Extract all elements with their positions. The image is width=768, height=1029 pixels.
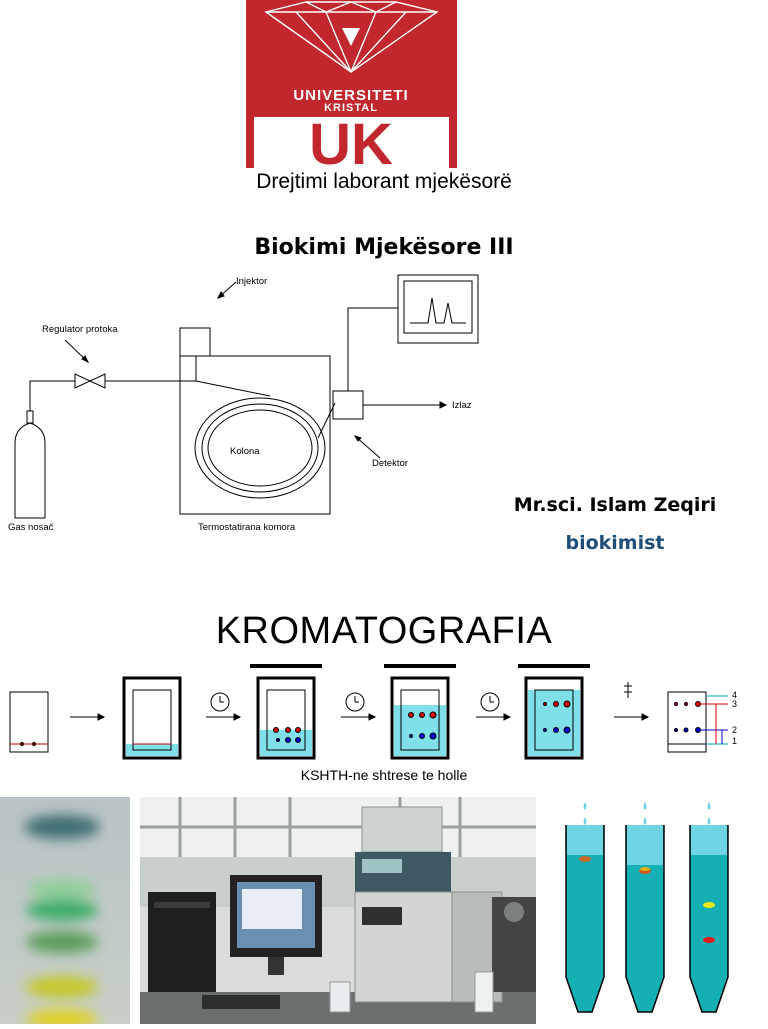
tlc-mark-4: 4 (732, 690, 738, 700)
tlc-process-diagram (0, 660, 768, 765)
detector-box (333, 391, 363, 419)
tlc-plate-photo (0, 797, 130, 1024)
injector-box (180, 328, 210, 356)
label-column: Kolona (230, 446, 260, 457)
tlc-caption: KSHTH-ne shtrese te holle (300, 767, 468, 783)
author-role: biokimist (565, 532, 665, 554)
tlc-mark-1: 1 (732, 736, 738, 746)
laboratory-photo (140, 797, 536, 1024)
chromatogram-trace (410, 298, 466, 323)
column-chromatography-illustration (556, 797, 768, 1024)
tlc-mark-2: 2 (732, 725, 738, 735)
oven-box (180, 356, 330, 514)
author-name: Mr.sci. Islam Zeqiri (513, 494, 717, 516)
label-detector: Detektor (372, 458, 408, 469)
label-regulator: Regulator protoka (42, 324, 118, 335)
logo-mark: UK (309, 112, 393, 168)
valve-icon (75, 374, 90, 388)
logo-line2: KRISTAL (324, 102, 378, 114)
program-title: Drejtimi laborant mjekësorë (256, 170, 512, 193)
tlc-mark-3: 3 (732, 699, 738, 709)
gas-cylinder (15, 423, 45, 518)
label-oven: Termostatirana komora (198, 522, 296, 533)
course-title: Biokimi Mjekësore III (254, 235, 514, 260)
label-carrier-gas: Gas nosač (8, 522, 54, 533)
label-injector: Injektor (236, 276, 268, 287)
main-title: KROMATOGRAFIA (215, 610, 553, 652)
university-logo (246, 0, 457, 168)
logo-line1: UNIVERSITETI (293, 87, 409, 104)
label-outlet: Izlaz (452, 400, 472, 411)
gas-chromatograph-diagram (0, 268, 500, 538)
